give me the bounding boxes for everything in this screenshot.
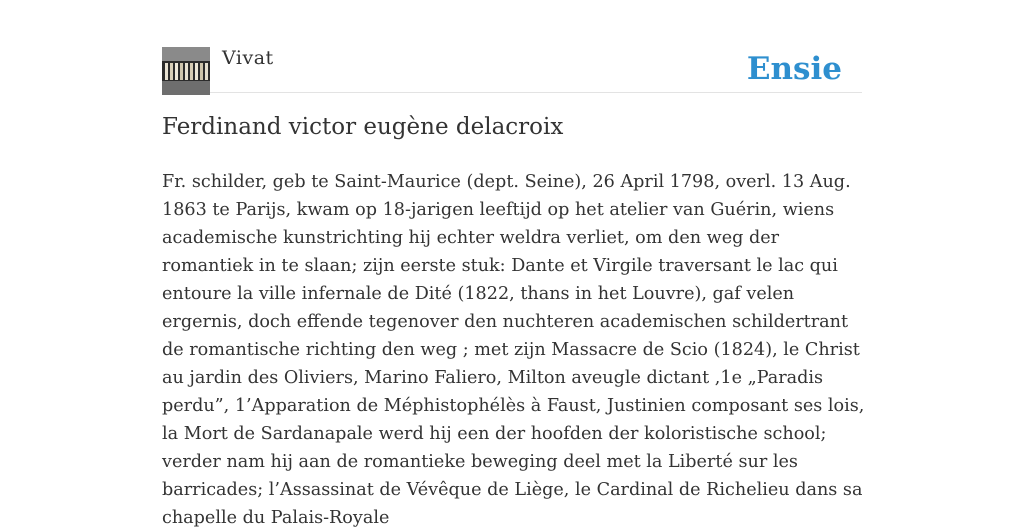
bookshelf-avatar-icon (162, 47, 210, 95)
site-logo-link[interactable]: Ensie (746, 51, 842, 87)
author-name-link[interactable]: Vivat (222, 47, 274, 69)
site-header (162, 47, 862, 93)
page-title: Ferdinand victor eugène delacroix (162, 114, 564, 140)
article-body: Fr. schilder, geb te Saint-Maurice (dept. Seine), 26 April 1798, overl. 13 Aug. 1863 te Parijs, kwam op 18-jarigen leeftijd op het atelier van Guérin, wiens academische kunstrichting hij echter weldra verliet, om den weg der romantiek in te slaan; zijn eerste stuk: Dante et Virgile traversant le lac qui entoure la ville infernale de Dité (1822, thans in het Louvre), gaf velen ergernis, doch effende tegenover den nuchteren academischen schildertrant de romantische richting den weg ; met zijn Massacre de Scio (1824), le Christ au jardin des Oliviers, Marino Faliero, Milton aveugle dictant ,1e „Paradis perdu”, 1’Apparation de Méphistophélès à Faust, Justinien composant ses lois, la Mort de Sardanapale werd hij een der hoofden der koloristische school; verder nam hij aan de romantieke beweging deel met la Liberté sur les barricades; l’Assassinat de Vévêque de Liège, le Cardinal de Richelieu dans sa chapelle du Palais-Royale (162, 172, 865, 528)
author-avatar[interactable] (162, 47, 210, 95)
